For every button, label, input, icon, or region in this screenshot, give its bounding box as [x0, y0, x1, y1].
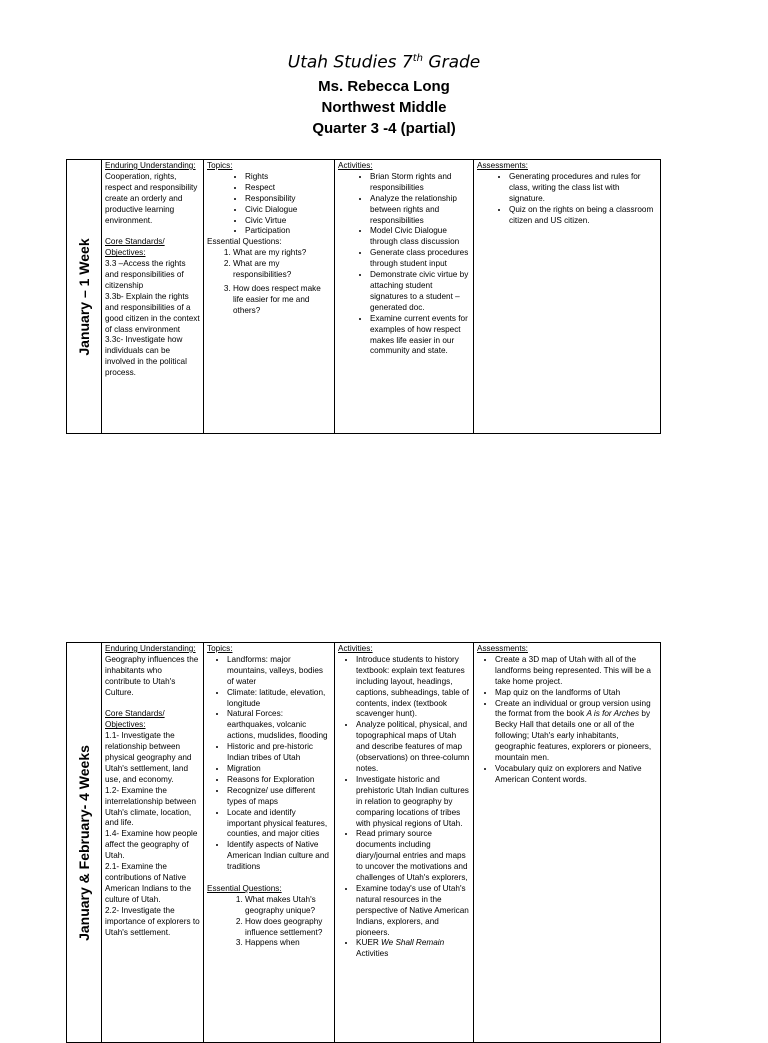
core-heading: Core Standards/ Objectives:	[105, 709, 165, 730]
topics-list	[207, 172, 331, 237]
document-header	[0, 46, 768, 139]
core-item: 3.3c- Investigate how individuals can be involved in the political process.	[105, 335, 187, 378]
activities-list	[338, 172, 470, 357]
list-item: 3. How does respect make life easier for me and others?	[233, 284, 331, 317]
list-item: • Rights	[245, 172, 331, 183]
assessments-heading: Assessments:	[477, 644, 528, 653]
list-item: • Generating procedures and rules for class, writing the class list with signature.	[509, 172, 657, 205]
list-item: • Analyze the relationship between rights and responsibilities	[370, 194, 470, 227]
core-item: 3.3 –Access the rights and responsibilities of citizenship	[105, 259, 186, 290]
list-item: • Generate class procedures through student input	[370, 248, 470, 270]
list-item: • Brian Storm rights and responsibilities	[370, 172, 470, 194]
list-item: 2. How does geography influence settlement?	[245, 917, 331, 939]
core-item: 2.2- Investigate the importance of explorers to Utah's settlement.	[105, 905, 200, 937]
list-item: • Civic Virtue	[245, 216, 331, 227]
core-item: 1.1- Investigate the relationship between physical geography and Utah's settlement, land use, and economy.	[105, 731, 192, 784]
activities-cell	[335, 160, 474, 434]
topics-heading: Topics:	[207, 161, 233, 170]
timeframe-cell	[67, 643, 102, 1043]
assessments-heading: Assessments:	[477, 161, 528, 170]
list-item: • Quiz on the rights on being a classroom citizen and US citizen.	[509, 205, 657, 227]
list-item: • Examine current events for examples of how respect makes life easier in our community and state.	[370, 314, 470, 358]
list-item: 1. What makes Utah's geography unique?	[245, 895, 331, 917]
core-heading: Core Standards/ Objectives:	[105, 237, 165, 258]
list-item: • Civic Dialogue	[245, 205, 331, 216]
list-item: • Participation	[245, 226, 331, 237]
topics-list	[207, 655, 331, 873]
assessments-list	[477, 172, 657, 227]
enduring-text: Geography influences the inhabitants who contribute to Utah's Culture.	[105, 654, 199, 697]
questions-heading: Essential Questions:	[207, 237, 282, 247]
list-item: • Migration	[227, 764, 331, 775]
list-item: • Locate and identify important physical features, counties, and major cities	[227, 808, 331, 841]
core-item: 2.1- Examine the contributions of Native American Indians to the culture of Utah.	[105, 862, 192, 904]
timeframe-cell	[67, 160, 102, 434]
core-item: 3.3b- Explain the rights and responsibilities of a good citizen in the context of class environment	[105, 291, 200, 334]
timeframe-label: January & February- 4 Weeks	[76, 744, 92, 941]
enduring-text: Cooperation, rights, respect and responsibility create an orderly and productive learning environment.	[105, 171, 198, 225]
list-item: • Landforms: major mountains, valleys, bodies of water	[227, 655, 331, 688]
list-item: • Create an individual or group version using the format from the book A is for Arches by Becky Hall that details one or all of the following; Utah's early inhabitants, geographic features, explorers or pioneers, mountain men.	[495, 699, 657, 764]
list-item: • Vocabulary quiz on explorers and Native American Content words.	[495, 764, 657, 786]
list-item: • Investigate historic and prehistoric Utah Indian cultures in relation to geography by comparing locations of tribes with physical regions of Utah.	[356, 775, 470, 830]
school-name: Northwest Middle	[321, 98, 447, 116]
list-item: • Analyze political, physical, and topographical maps of Utah and describe features of map (observations) on three-column notes.	[356, 720, 470, 775]
list-item: 3. Happens when	[245, 938, 331, 949]
list-item: • Reasons for Exploration	[227, 775, 331, 786]
assessments-cell	[474, 160, 661, 434]
assessments-list	[477, 655, 657, 786]
unit-plan-table-2	[66, 642, 661, 1043]
list-item: • Examine today's use of Utah's natural resources in the perspective of Native American Indians, explorers, and pioneers.	[356, 884, 470, 939]
list-item: 1. What are my rights?	[233, 248, 331, 259]
list-item: • Read primary source documents including diary/journal entries and maps to uncover the motivations and challenges of Utah's explorers,	[356, 829, 470, 884]
topics-cell	[204, 643, 335, 1043]
understanding-cell	[102, 643, 204, 1043]
questions-heading: Essential Questions:	[207, 883, 282, 893]
quarter-label: Quarter 3 -4 (partial)	[312, 119, 456, 137]
assessments-cell	[474, 643, 661, 1043]
questions-list	[207, 248, 331, 316]
enduring-heading: Enduring Understanding:	[105, 161, 196, 170]
list-item: • Natural Forces: earthquakes, volcanic actions, mudslides, flooding	[227, 709, 331, 742]
activities-heading: Activities:	[338, 161, 373, 170]
list-item: • Historic and pre-historic Indian tribes of Utah	[227, 742, 331, 764]
core-item: 1.2- Examine the interrelationship between Utah's climate, location, and life.	[105, 785, 197, 828]
activities-cell	[335, 643, 474, 1043]
list-item: 2. What are my responsibilities?	[233, 259, 331, 281]
list-item: • Responsibility	[245, 194, 331, 205]
enduring-heading: Enduring Understanding:	[105, 644, 196, 653]
teacher-name: Ms. Rebecca Long	[318, 77, 450, 95]
timeframe-label: January – 1 Week	[76, 237, 92, 356]
list-item: • Recognize/ use different types of maps	[227, 786, 331, 808]
list-item: • Demonstrate civic virtue by attaching student signatures to a student –generated doc.	[370, 270, 470, 314]
list-item: • Map quiz on the landforms of Utah	[495, 688, 657, 699]
list-item: • Introduce students to history textbook: explain text features including layout, headings, captions, subheadings, table of contents, index (textbook scavenger hunt).	[356, 655, 470, 720]
document-title: Utah Studies 7th Grade	[287, 52, 481, 73]
questions-list	[207, 895, 331, 950]
list-item: • Respect	[245, 183, 331, 194]
core-item: 1.4- Examine how people affect the geography of Utah.	[105, 829, 198, 861]
list-item: • Identify aspects of Native American Indian culture and traditions	[227, 840, 331, 873]
list-item: • Create a 3D map of Utah with all of the landforms being represented. This will be a take home project.	[495, 655, 657, 688]
topics-cell	[204, 160, 335, 434]
list-item: • Climate: latitude, elevation, longitude	[227, 688, 331, 710]
activities-list	[338, 655, 470, 960]
list-item: • Model Civic Dialogue through class discussion	[370, 226, 470, 248]
topics-heading: Topics:	[207, 644, 233, 653]
understanding-cell	[102, 160, 204, 434]
list-item: • KUER We Shall Remain Activities	[356, 938, 470, 960]
activities-heading: Activities:	[338, 644, 373, 653]
unit-plan-table-1	[66, 159, 661, 434]
